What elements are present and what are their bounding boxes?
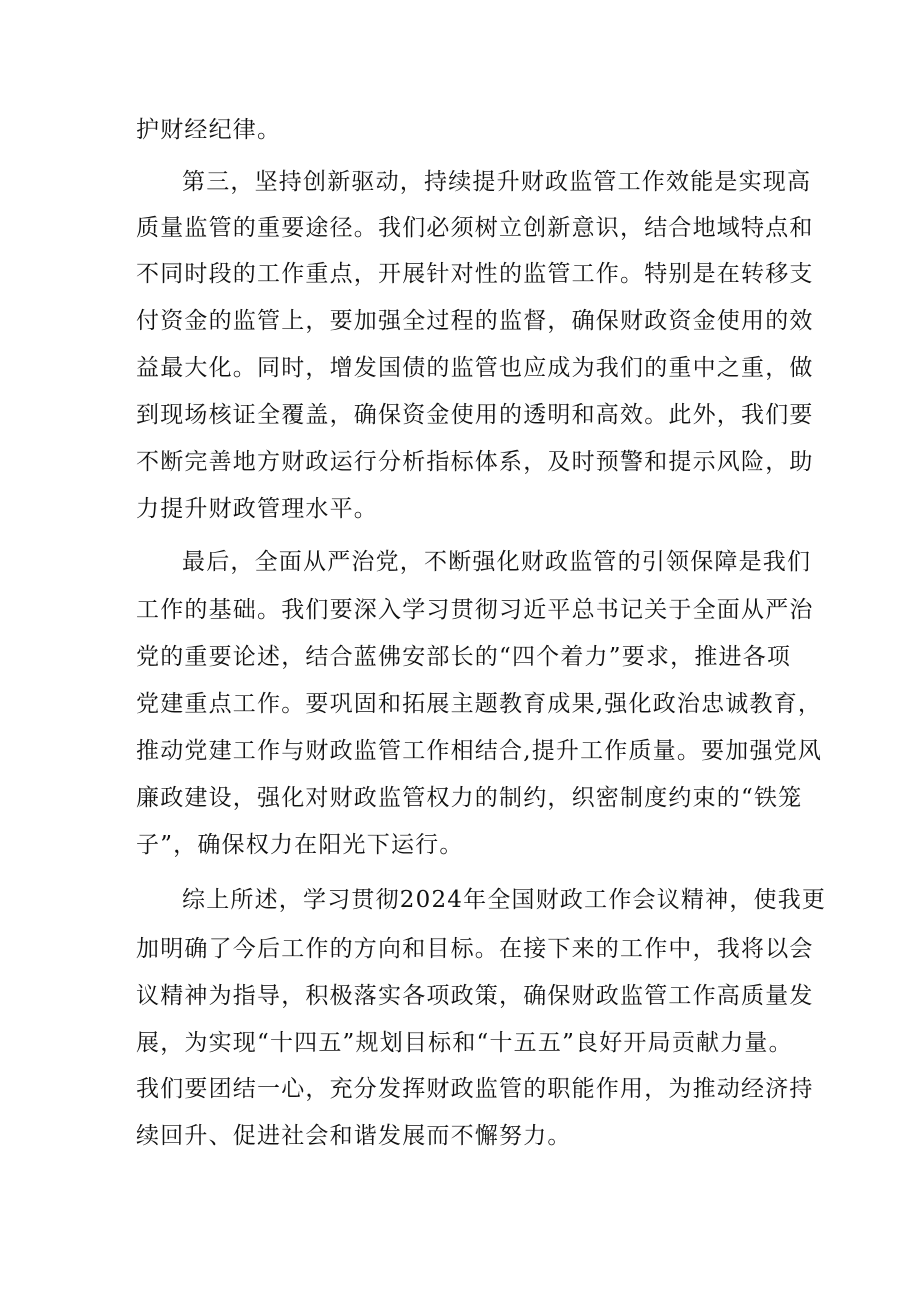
text-line: 党的重要论述，结合蓝佛安部长的“四个着力”要求，推进各项 (136, 644, 792, 670)
text-line: 党建重点工作。要巩固和拓展主题教育成果,强化政治忠诚教育， (136, 691, 823, 717)
paragraph-first-line: 第三，坚持创新驱动，持续提升财政监管工作效能是实现高 (182, 169, 812, 195)
text-line: 不同时段的工作重点，开展针对性的监管工作。特别是在转移支 (136, 261, 814, 287)
text-line: 续回升、促进社会和谐发展而不懈努力。 (136, 1123, 572, 1149)
text-line: 展，为实现“十四五”规划目标和“十五五”良好开局贡献力量。 (136, 1030, 793, 1056)
paragraph-first-line: 最后，全面从严治党，不断强化财政监管的引领保障是我们 (182, 549, 812, 575)
text-line: 护财经纪律。 (136, 117, 282, 143)
text-line: 加明确了今后工作的方向和目标。在接下来的工作中，我将以会 (136, 936, 814, 962)
text-line: 不断完善地方财政运行分析指标体系，及时预警和提示风险，助 (136, 449, 814, 475)
text-line: 工作的基础。我们要深入学习贯彻习近平总书记关于全面从严治 (136, 597, 814, 623)
text-line: 廉政建设，强化对财政监管权力的制约，织密制度约束的“铁笼 (136, 785, 803, 811)
text-line: 我们要团结一心，充分发挥财政监管的职能作用，为推动经济持 (136, 1076, 814, 1102)
text-line: 到现场核证全覆盖，确保资金使用的透明和高效。此外，我们要 (136, 402, 814, 428)
paragraph-first-line: 综上所述，学习贯彻2024年全国财政工作会议精神，使我更 (182, 887, 827, 913)
text-line: 议精神为指导，积极落实各项政策，确保财政监管工作高质量发 (136, 983, 814, 1009)
text-line: 子”，确保权力在阳光下运行。 (136, 832, 464, 858)
text-line: 力提升财政管理水平。 (136, 496, 378, 522)
text-line: 质量监管的重要途径。我们必须树立创新意识，结合地域特点和 (136, 215, 814, 241)
text-line: 付资金的监管上，要加强全过程的监督，确保财政资金使用的效 (136, 308, 814, 334)
text-line: 推动党建工作与财政监管工作相结合,提升工作质量。要加强党风 (136, 738, 823, 764)
text-line: 益最大化。同时，增发国债的监管也应成为我们的重中之重，做 (136, 355, 814, 381)
